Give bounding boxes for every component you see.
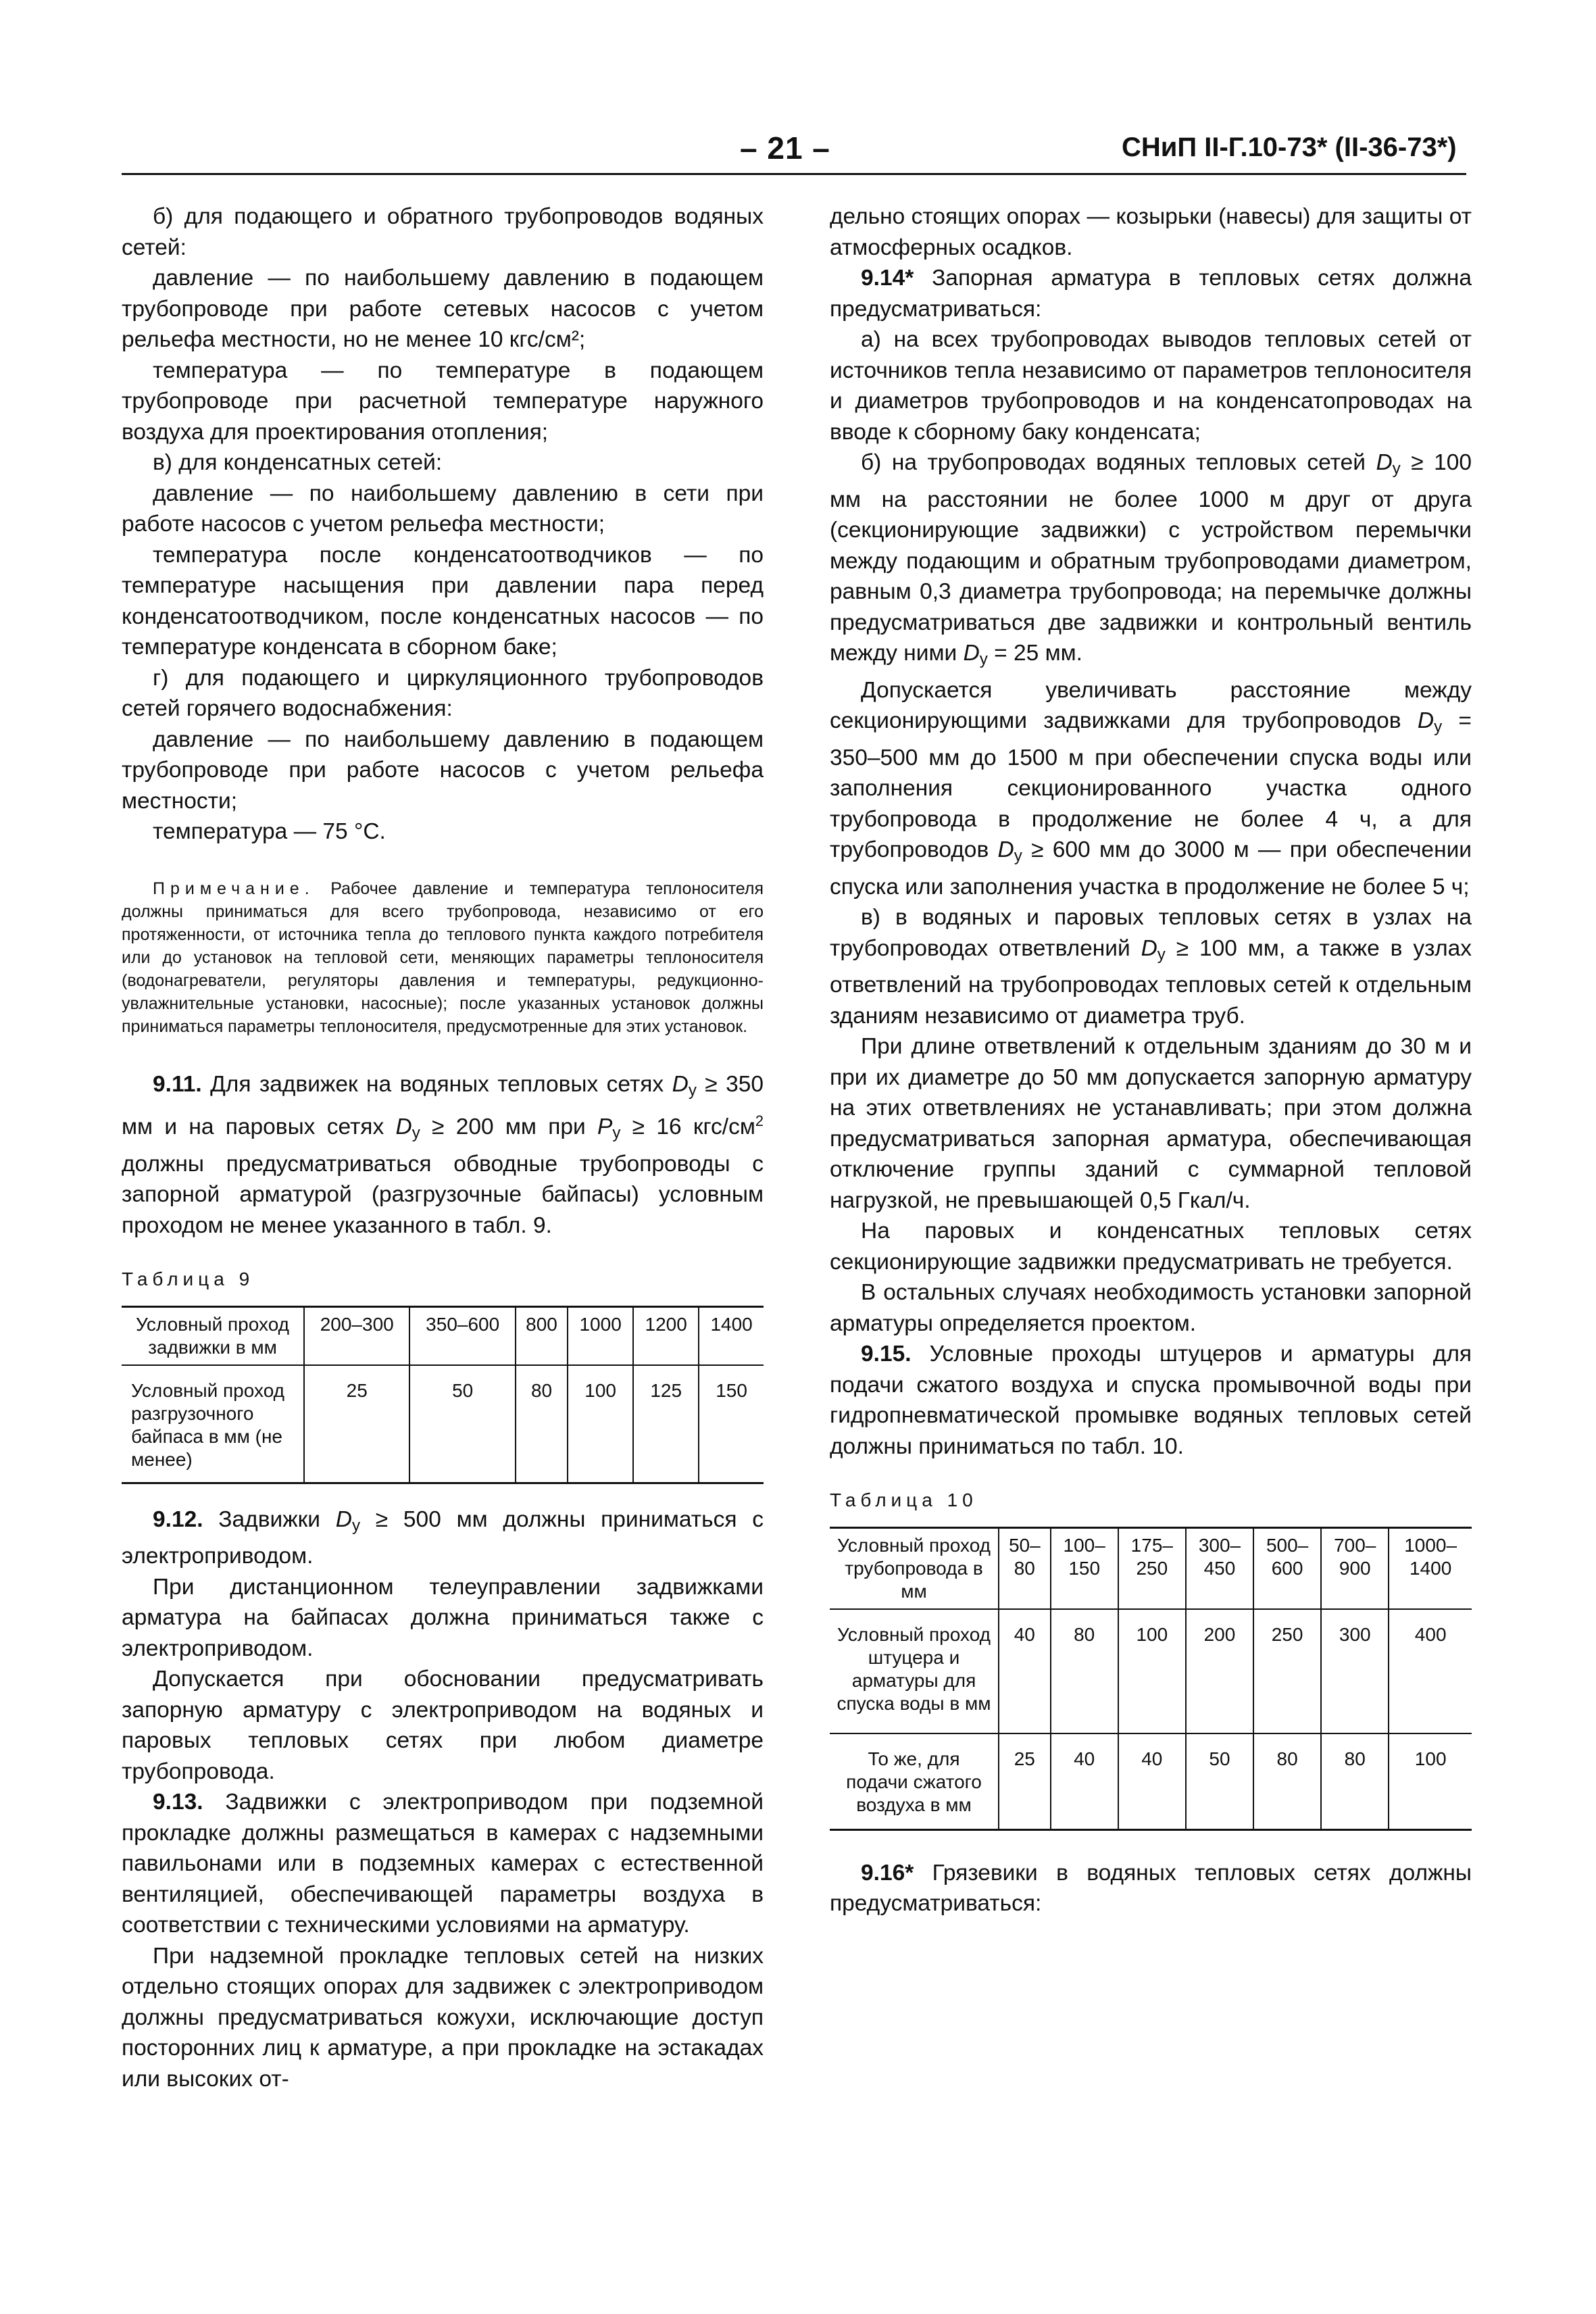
text: Задвижки xyxy=(218,1506,336,1532)
section-9-14 xyxy=(830,263,1472,324)
section-9-15 xyxy=(830,1339,1472,1462)
table-header-label: Условный проход задвижки в мм xyxy=(122,1306,304,1365)
text: должны предусматриваться обводные трубопроводы с запорной арматурой (разгрузочные байпасы) условным проходом не менее указанного в табл. 9. xyxy=(122,1151,764,1238)
section-number: 9.16* xyxy=(861,1860,914,1886)
subscript: у xyxy=(412,1124,420,1142)
paragraph: давление — по наибольшему давлению в сети при работе насосов с учетом рельефа местности; xyxy=(122,481,764,537)
table-cell: 80 xyxy=(1051,1609,1118,1733)
table-10 xyxy=(830,1527,1472,1831)
section-number: 9.15. xyxy=(861,1341,912,1367)
table-header-cell: 175–250 xyxy=(1118,1527,1186,1609)
table-cell: 50 xyxy=(1186,1733,1253,1830)
table-header-cell: 200–300 xyxy=(304,1306,409,1365)
text: в) в водяных и паровых тепловых сетях в узлах на трубопроводах ответвлений xyxy=(830,905,1472,961)
subscript: у xyxy=(351,1516,361,1535)
page-number: – 21 – xyxy=(740,130,830,166)
symbol: D xyxy=(672,1071,689,1097)
text: Запорная арматура в тепловых сетях должна предусматриваться: xyxy=(830,266,1472,322)
table-cell: 80 xyxy=(1321,1733,1389,1830)
table-header-cell: 100–150 xyxy=(1051,1527,1118,1609)
symbol: D xyxy=(335,1506,352,1532)
table-row xyxy=(830,1733,1472,1830)
paragraph xyxy=(830,447,1472,675)
symbol: D xyxy=(1376,450,1393,475)
paragraph: При надземной прокладке тепловых сетей на низких отдельно стоящих опорах для задвижек с электроприводом должны предусматриваться кожухи, исключающие доступ посторонних лиц к арматуре, а при прокладке на эстакадах или высоких от- xyxy=(122,1943,764,2092)
table-header-cell: 1000–1400 xyxy=(1389,1527,1472,1609)
table-cell: 50 xyxy=(409,1365,515,1483)
subscript: у xyxy=(1392,460,1401,478)
paragraph: При дистанционном телеуправлении задвижками арматура на байпасах должна приниматься также с электроприводом. xyxy=(122,1574,764,1661)
table-header-cell: 1200 xyxy=(633,1306,699,1365)
table-cell: 250 xyxy=(1253,1609,1321,1733)
text: ≥ 16 кгс/см xyxy=(620,1114,755,1139)
text: ≥ 500 мм должны приниматься с электроприводом. xyxy=(122,1506,764,1569)
text: = 350–500 мм до 1500 м при обеспечении спуска воды или заполнения секционированного участка одного трубопровода в продолжение не более 4 ч, а для трубопроводов xyxy=(830,708,1472,863)
paragraph: а) на всех трубопроводах выводов тепловых сетей от источников тепла независимо от параметров теплоносителя и диаметров трубопроводов и на конденсатопроводах на вводе к сборному баку конденсата; xyxy=(830,327,1472,445)
paragraph xyxy=(830,902,1472,1031)
table-10-caption: Таблица 10 xyxy=(830,1490,978,1511)
table-header-cell: 300–450 xyxy=(1186,1527,1253,1609)
text: ≥ 100 мм на расстоянии не более 1000 м друг от друга (секционирующие задвижки) с устройством перемычки между подающим и обратным трубопроводами диаметром, равным 0,3 диаметра трубопровода; на перемычке должны предусматриваться две задвижки и контрольный вентиль между ними xyxy=(830,450,1472,666)
text: Задвижки с электроприводом при подземной прокладке должны размещаться в камерах с надземными павильонами или в подземных камерах с естественной вентиляцией, обеспечивающей параметры воздуха в соответствии с техническими условиями на арматуру. xyxy=(122,1790,764,1938)
paragraph: температура — по температуре в подающем трубопроводе при расчетной температуре наружного воздуха для проектирования отопления; xyxy=(122,358,764,445)
table-header-cell: 50–80 xyxy=(999,1527,1051,1609)
paragraph: в) для конденсатных сетей: xyxy=(153,450,443,475)
table-row xyxy=(830,1609,1472,1733)
right-column xyxy=(830,201,1472,1919)
table-cell: 100 xyxy=(568,1365,633,1483)
text: = 25 мм. xyxy=(987,641,1082,666)
subscript: у xyxy=(1434,718,1443,737)
table-cell: 80 xyxy=(1253,1733,1321,1830)
section-9-16 xyxy=(830,1858,1472,1919)
symbol: D xyxy=(997,837,1014,863)
table-header-cell: 800 xyxy=(516,1306,568,1365)
table-cell: 40 xyxy=(1118,1733,1186,1830)
text: Допускается увеличивать расстояние между секционирующими задвижками для трубопроводов xyxy=(830,677,1472,734)
table-header-cell: 1400 xyxy=(699,1306,764,1365)
paragraph: дельно стоящих опорах — козырьки (навесы) для защиты от атмосферных осадков. xyxy=(830,204,1472,260)
section-9-11 xyxy=(122,1069,764,1241)
table-9 xyxy=(122,1306,764,1484)
symbol: D xyxy=(1417,708,1435,734)
text: Грязевики в водяных тепловых сетях должны предусматриваться: xyxy=(830,1860,1472,1917)
section-number: 9.14* xyxy=(861,266,914,291)
paragraph: Допускается при обосновании предусматривать запорную арматуру с электроприводом на водяных и паровых тепловых сетях при любом диаметре трубопровода. xyxy=(122,1667,764,1784)
section-9-12 xyxy=(122,1504,764,1572)
subscript: у xyxy=(1014,847,1022,866)
text: ≥ 100 мм, а также в узлах ответвлений на трубопроводах тепловых сетей к отдельным зданиям независимо от диаметра труб. xyxy=(830,935,1472,1029)
subscript: у xyxy=(1157,945,1166,964)
table-header-cell: 700–900 xyxy=(1321,1527,1389,1609)
table-header-cell: 350–600 xyxy=(409,1306,515,1365)
symbol: D xyxy=(395,1114,412,1139)
paragraph: В остальных случаях необходимость установки запорной арматуры определяется проектом. xyxy=(830,1280,1472,1336)
text: Условные проходы штуцеров и арматуры для подачи сжатого воздуха и спуска промывочной воды при гидропневматической промывке водяных тепловых сетей должны приниматься по табл. 10. xyxy=(830,1341,1472,1459)
table-row-label: Условный проход штуцера и арматуры для спуска воды в мм xyxy=(837,1623,991,1714)
section-number: 9.13. xyxy=(153,1790,203,1815)
note xyxy=(122,877,764,1038)
table-header-cell: 500–600 xyxy=(1253,1527,1321,1609)
paragraph: температура — 75 °С. xyxy=(153,819,386,844)
table-cell: 100 xyxy=(1118,1609,1186,1733)
text: ≥ 350 мм и на паровых сетях xyxy=(122,1071,764,1139)
paragraph: давление — по наибольшему давлению в подающем трубопроводе при работе насосов с учетом рельефа местности; xyxy=(122,727,764,814)
text: ≥ 200 мм при xyxy=(420,1114,597,1139)
section-number: 9.11. xyxy=(153,1071,202,1097)
superscript: 2 xyxy=(755,1112,764,1130)
table-header-label: Условный проход трубопровода в мм xyxy=(830,1527,999,1609)
paragraph: На паровых и конденсатных тепловых сетях секционирующие задвижки предусматривать не требуется. xyxy=(830,1218,1472,1275)
table-cell: 400 xyxy=(1389,1609,1472,1733)
table-header-row xyxy=(122,1306,764,1365)
table-row-label: Условный проход разгрузочного байпаса в мм (не менее) xyxy=(131,1379,284,1470)
symbol: D xyxy=(963,641,980,666)
subscript: у xyxy=(612,1124,621,1142)
table-cell: 125 xyxy=(633,1365,699,1483)
paragraph: При длине ответвлений к отдельным зданиям до 30 м и при их диаметре до 50 мм допускается запорную арматуру на этих ответвлениях не устанавливать; при этом должна предусматриваться запорная арматура, обеспечивающая отключение группы зданий с суммарной тепловой нагрузкой, не превышающей 0,5 Гкал/ч. xyxy=(830,1034,1472,1213)
section-9-13 xyxy=(122,1787,764,1941)
table-row-label: То же, для подачи сжатого воздуха в мм xyxy=(830,1733,999,1830)
table-header-row xyxy=(830,1527,1472,1609)
paragraph xyxy=(830,675,1472,903)
subscript: у xyxy=(688,1081,697,1100)
note-label: Примечание. xyxy=(153,879,315,898)
table-cell: 300 xyxy=(1321,1609,1389,1733)
table-cell: 150 xyxy=(699,1365,764,1483)
symbol: D xyxy=(1141,935,1157,961)
text: ≥ 600 мм до 3000 м — при обеспечении спуска или заполнения участка в продолжение не более 5 ч; xyxy=(830,837,1472,900)
document-code: СНиП II-Г.10-73* (II-36-73*) xyxy=(1122,132,1457,162)
table-cell: 40 xyxy=(1051,1733,1118,1830)
table-cell: 200 xyxy=(1186,1609,1253,1733)
table-cell: 40 xyxy=(999,1609,1051,1733)
text: Для задвижек на водяных тепловых сетях xyxy=(210,1071,672,1097)
paragraph: температура после конденсатоотводчиков — по температуре насыщения при давлении пара перед конденсатоотводчиком, после конденсатных насосов — по температуре конденсата в сборном баке; xyxy=(122,542,764,660)
left-column xyxy=(122,201,764,2094)
note-text: Рабочее давление и температура теплоносителя должны приниматься для всего трубопровода, независимо от его протяженности, от источника тепла до теплового пункта каждого потребителя или до установок на тепловой сети, меняющих параметры теплоносителя (водонагреватели, регуляторы давления и температуры, редукционно-увлажнительные установки, насосные); после указанных установок должны приниматься параметры теплоносителя, предусмотренные для этих установок. xyxy=(122,879,764,1036)
table-header-cell: 1000 xyxy=(568,1306,633,1365)
paragraph: г) для подающего и циркуляционного трубопроводов сетей горячего водоснабжения: xyxy=(122,665,764,721)
text: б) на трубопроводах водяных тепловых сетей xyxy=(861,450,1376,475)
table-cell: 25 xyxy=(304,1365,409,1483)
subscript: у xyxy=(979,650,988,669)
paragraph: б) для подающего и обратного трубопроводов водяных сетей: xyxy=(122,204,764,260)
table-row xyxy=(122,1365,764,1483)
table-cell: 80 xyxy=(516,1365,568,1483)
table-cell: 100 xyxy=(1389,1733,1472,1830)
paragraph: давление — по наибольшему давлению в подающем трубопроводе при работе сетевых насосов с учетом рельефа местности, но не менее 10 кгс/см²; xyxy=(122,266,764,352)
table-cell: 25 xyxy=(999,1733,1051,1830)
section-number: 9.12. xyxy=(153,1506,203,1532)
symbol: P xyxy=(597,1114,613,1139)
table-9-caption: Таблица 9 xyxy=(122,1269,255,1289)
header-rule xyxy=(122,173,1466,175)
